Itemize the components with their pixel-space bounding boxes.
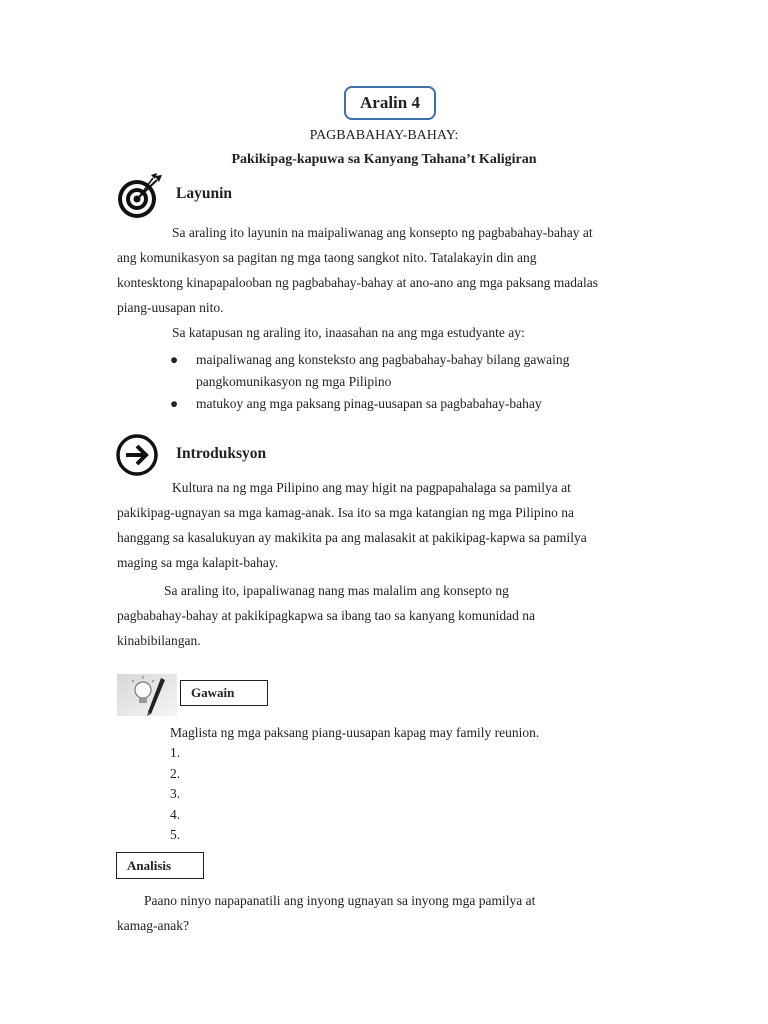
text-line: matukoy ang mga paksang pinag-uusapan sa pagbabahay-bahay (196, 396, 542, 411)
text-line: hanggang sa kasalukuyan ay makikita pa ang malasakit at pakikipag-kapwa sa pamilya (117, 530, 587, 545)
list-item: 1. (170, 745, 181, 760)
text-line: piang-uusapan nito. (117, 300, 224, 315)
bullet-icon: ● (170, 352, 179, 367)
text-line: maging sa mga kalapit-bahay. (117, 555, 279, 570)
page-subtitle: Pakikipag-kapuwa sa Kanyang Tahana’t Kaligiran (231, 152, 537, 167)
layunin-paragraph (117, 220, 676, 320)
gawain-label: Gawain (191, 685, 235, 700)
text-line: pakikipag-ugnayan sa mga kamag-anak. Isa ito sa mga katangian ng mga Pilipino na (117, 505, 574, 520)
lesson-label: Aralin 4 (360, 93, 420, 112)
analisis-label-box (116, 852, 204, 879)
analisis-label: Analisis (127, 857, 172, 873)
text-line: Paano ninyo napapanatili ang inyong ugnayan sa inyong mga pamilya at (144, 893, 536, 908)
list-item (170, 393, 676, 415)
gawain-list (170, 743, 180, 846)
text-line: pagbabahay-bahay at pakikipagkapwa sa ibang tao sa kanyang komunidad na (117, 608, 535, 623)
gawain-instruction: Maglista ng mga paksang piang-uusapan kapag may family reunion. (170, 725, 540, 740)
target-icon (115, 172, 165, 220)
introduksyon-paragraph-1 (117, 475, 676, 575)
page-title: PAGBABAHAY-BAHAY: (309, 128, 459, 143)
text-line: kamag-anak? (117, 918, 189, 933)
text-line: pangkomunikasyon ng mga Pilipino (196, 374, 392, 389)
arrow-right-circle-icon (115, 433, 159, 477)
text-line: Sa araling ito layunin na maipaliwanag ang konsepto ng pagbabahay-bahay at (172, 225, 593, 240)
list-item: 5. (170, 827, 181, 842)
text-line: Sa araling ito, ipapaliwanag nang mas malalim ang konsepto ng (164, 583, 509, 598)
text-line: maipaliwanag ang konsteksto ang pagbabahay-bahay bilang gawaing (196, 352, 570, 367)
layunin-expectation: Sa katapusan ng araling ito, inaasahan na ang mga estudyante ay: (172, 325, 525, 340)
introduksyon-heading: Introduksyon (176, 445, 267, 462)
layunin-heading: Layunin (176, 185, 233, 202)
text-line: kinabibilangan. (117, 633, 201, 648)
lightbulb-pencil-icon (117, 674, 177, 716)
list-item: 4. (170, 806, 181, 822)
list-item: 2. (170, 765, 181, 781)
text-line: Kultura na ng mga Pilipino ang may higit na pagpapahalaga sa pamilya at (172, 480, 571, 495)
text-line: kontesktong kinapapalooban ng pagbabahay-bahay at ano-ano ang mga paksang madalas (117, 275, 598, 290)
bullet-icon: ● (170, 396, 179, 411)
gawain-label-box (180, 680, 268, 706)
introduksyon-paragraph-2 (117, 578, 676, 653)
objectives-list (170, 349, 676, 415)
list-item (170, 349, 676, 393)
analisis-question (117, 888, 676, 938)
list-item: 3. (170, 786, 181, 801)
lesson-label-box (344, 86, 436, 120)
text-line: ang komunikasyon sa pagitan ng mga taong sangkot nito. Tatalakayin din ang (117, 250, 537, 265)
